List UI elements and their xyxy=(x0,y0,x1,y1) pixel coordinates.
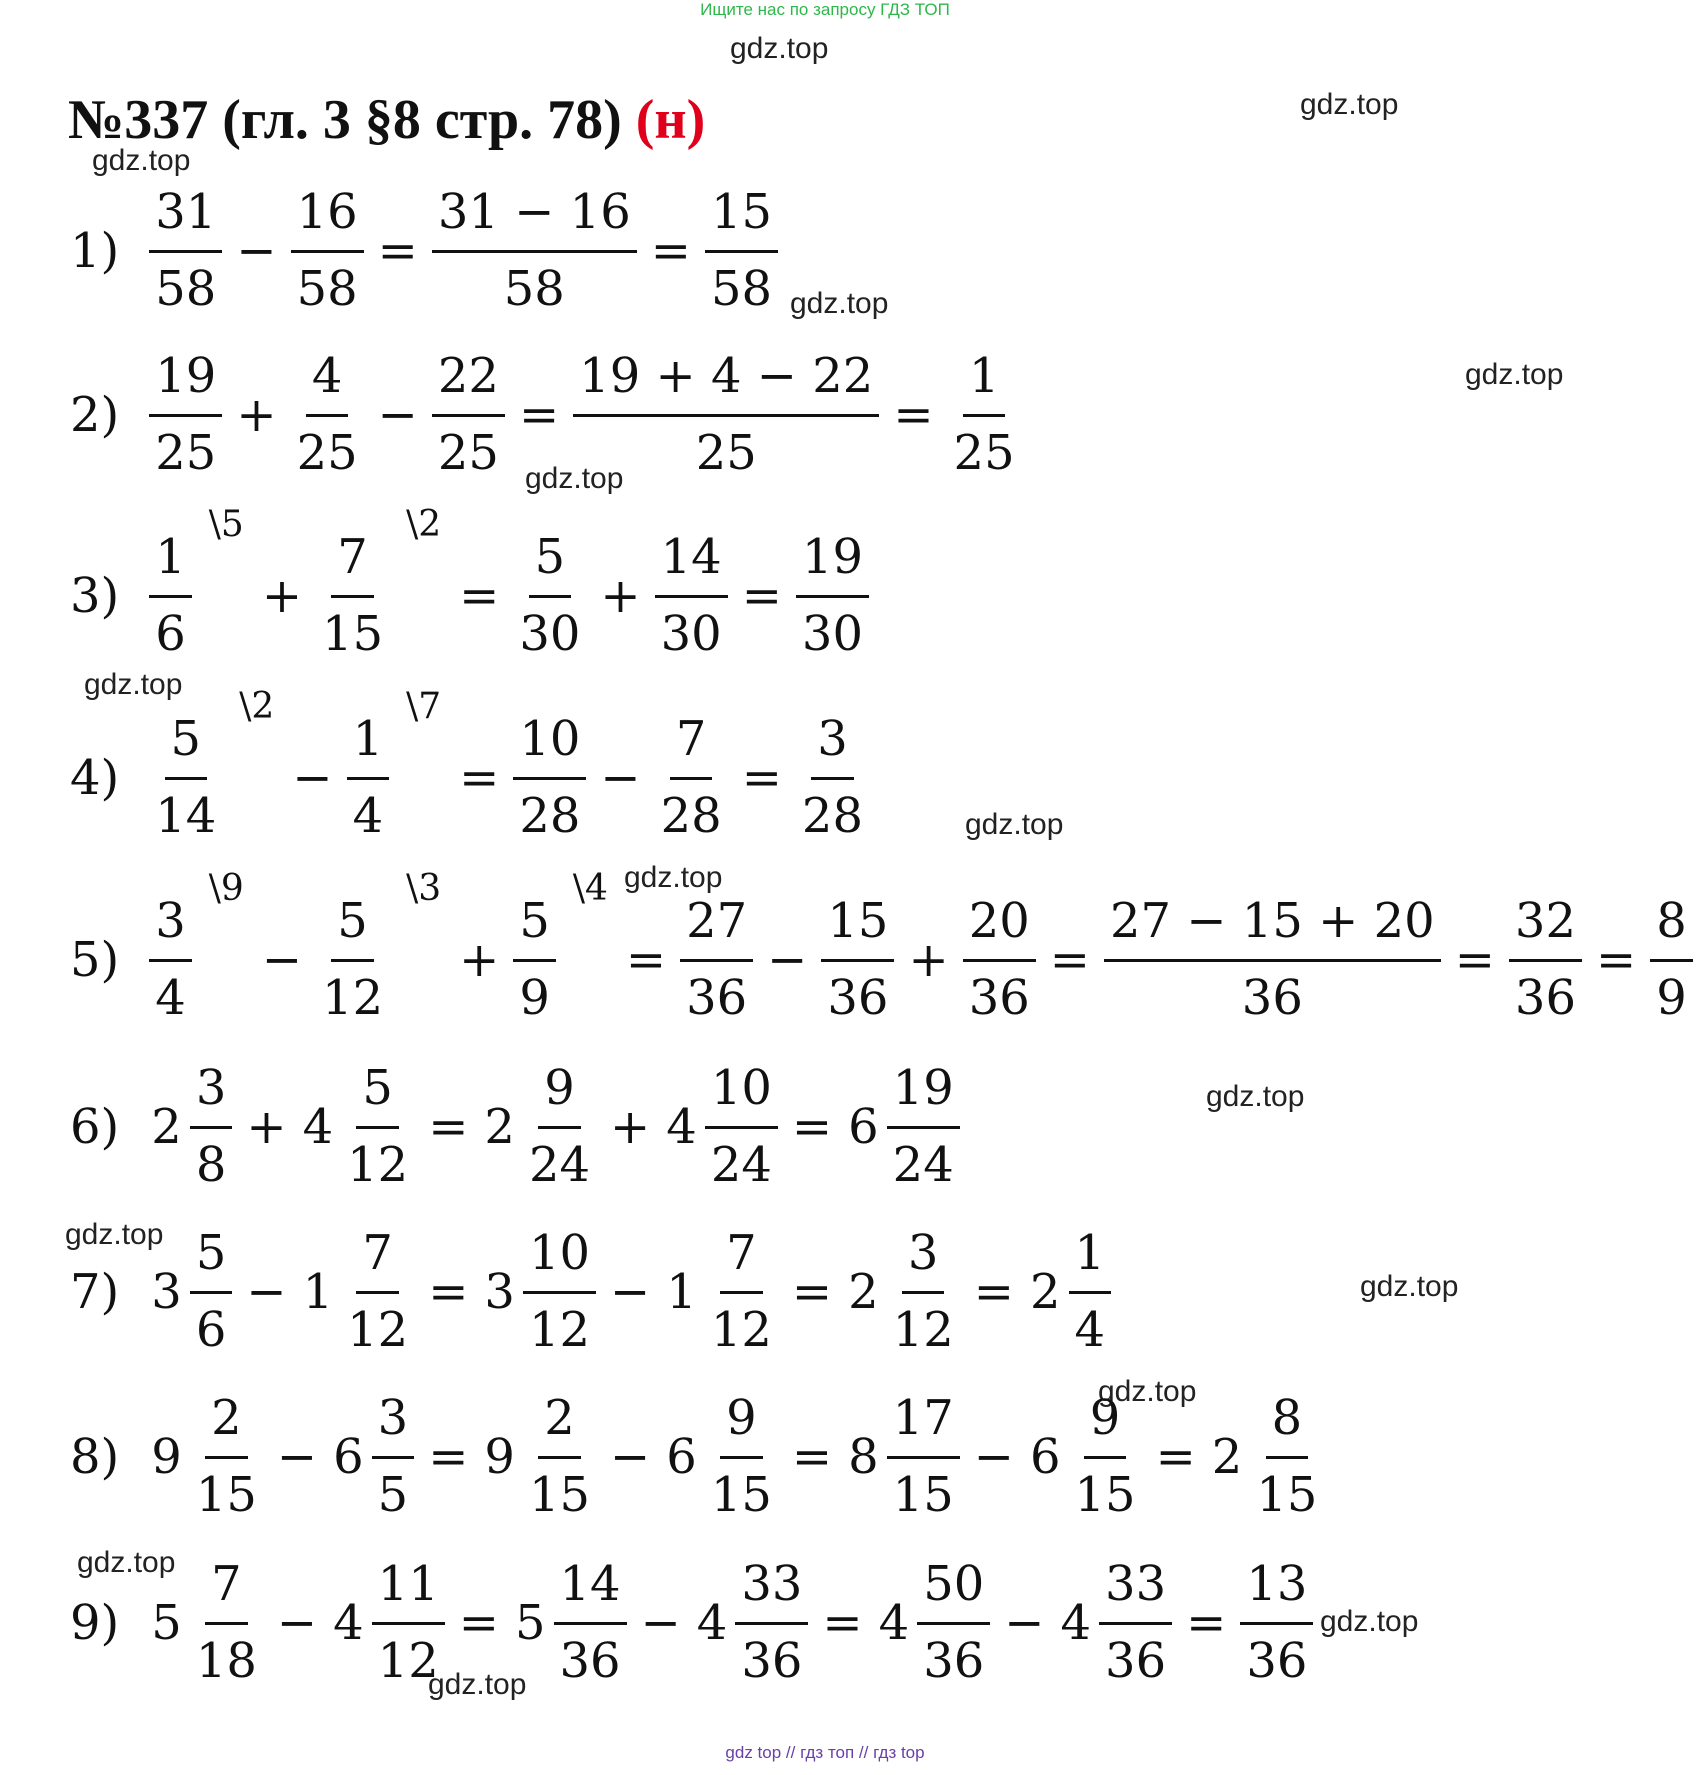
denominator: 30 xyxy=(519,606,581,662)
operator: − xyxy=(610,1263,651,1320)
fraction xyxy=(341,1060,414,1193)
operator: − xyxy=(236,222,277,279)
denominator: 36 xyxy=(923,1633,985,1689)
operator: − xyxy=(600,749,641,806)
whole-part: 4 xyxy=(333,1594,364,1651)
numerator: 14 xyxy=(554,1560,627,1625)
numerator: 2 xyxy=(205,1394,248,1459)
operator: − xyxy=(973,1428,1014,1485)
operator: + xyxy=(908,931,949,988)
whole-part: 5 xyxy=(514,1594,546,1651)
denominator: 12 xyxy=(377,1633,439,1689)
equals-sign: = xyxy=(973,1263,1014,1320)
result-fraction xyxy=(948,348,1021,481)
exercise-number: 9) xyxy=(70,1594,120,1651)
numerator: 3 xyxy=(372,1394,415,1459)
denominator: 12 xyxy=(322,970,384,1026)
fraction xyxy=(190,1556,263,1689)
fraction xyxy=(1099,1556,1172,1689)
numerator: 9 xyxy=(1084,1394,1127,1459)
equals-sign: = xyxy=(428,1263,469,1320)
denominator: 36 xyxy=(1105,1633,1167,1689)
extra-multiplier: \2 xyxy=(406,504,442,545)
fraction xyxy=(554,1556,627,1689)
fraction xyxy=(705,1060,778,1193)
watermark: gdz.top xyxy=(1360,1270,1459,1303)
whole-part: 6 xyxy=(848,1098,879,1155)
denominator: 30 xyxy=(801,606,863,662)
operator: − xyxy=(276,1594,318,1651)
fraction xyxy=(432,348,505,481)
denominator: 15 xyxy=(892,1467,954,1523)
numerator: 22 xyxy=(432,352,505,417)
operator: − xyxy=(1004,1594,1045,1651)
denominator: 15 xyxy=(322,606,384,662)
numerator: 27 − 15 + 20 xyxy=(1104,897,1441,962)
fraction xyxy=(1104,893,1441,1026)
result-fraction xyxy=(1240,1556,1313,1689)
exercise-1 xyxy=(70,184,782,317)
denominator: 5 xyxy=(377,1467,409,1523)
equals-sign: = xyxy=(791,1098,833,1155)
watermark: gdz.top xyxy=(65,1218,164,1251)
numerator: 1 xyxy=(149,533,192,598)
fraction xyxy=(655,529,728,662)
fraction xyxy=(190,1390,263,1523)
operator: − xyxy=(377,386,418,443)
numerator: 19 xyxy=(796,533,869,598)
numerator: 7 xyxy=(205,1560,248,1625)
whole-part: 9 xyxy=(484,1428,515,1485)
watermark: gdz.top xyxy=(965,808,1064,841)
numerator: 20 xyxy=(963,897,1036,962)
denominator: 4 xyxy=(155,970,186,1026)
result-fraction xyxy=(705,184,778,317)
exercise-9 xyxy=(70,1556,1317,1689)
watermark: gdz.top xyxy=(1320,1605,1419,1638)
denominator: 25 xyxy=(155,425,217,481)
numerator: 3 xyxy=(902,1229,945,1294)
watermark: gdz.top xyxy=(92,144,191,177)
operator: − xyxy=(246,1263,287,1320)
whole-part: 3 xyxy=(151,1263,182,1320)
footer: gdz top // гдз топ // гдз top xyxy=(725,1743,925,1762)
equals-sign: = xyxy=(791,1428,833,1485)
numerator: 16 xyxy=(291,188,364,253)
exercise-7 xyxy=(70,1225,1115,1358)
denominator: 36 xyxy=(968,970,1030,1026)
denominator: 58 xyxy=(296,261,358,317)
whole-part: 2 xyxy=(484,1098,515,1155)
numerator: 3 xyxy=(811,715,854,780)
numerator: 5 xyxy=(529,533,572,598)
denominator: 25 xyxy=(953,425,1015,481)
extra-multiplier: \3 xyxy=(406,868,442,909)
result-fraction xyxy=(887,1060,960,1193)
title-text: №337 (гл. 3 §8 стр. 78) xyxy=(68,89,622,151)
watermark: gdz.top xyxy=(1465,358,1564,391)
watermark: gdz.top xyxy=(624,861,723,894)
fraction xyxy=(735,1556,808,1689)
whole-part: 4 xyxy=(1060,1594,1092,1651)
exercise-number: 8) xyxy=(70,1428,120,1485)
denominator: 12 xyxy=(710,1302,772,1358)
equals-sign: = xyxy=(822,1594,863,1651)
denominator: 14 xyxy=(155,788,217,844)
numerator: 15 xyxy=(821,897,894,962)
fraction xyxy=(513,711,586,844)
fraction xyxy=(963,893,1036,1026)
fraction xyxy=(705,1390,778,1523)
denominator: 28 xyxy=(801,788,863,844)
equals-sign: = xyxy=(1186,1594,1227,1651)
fraction xyxy=(149,348,222,481)
whole-part: 3 xyxy=(484,1263,515,1320)
fraction xyxy=(887,1225,960,1358)
result-fraction xyxy=(1250,1390,1323,1523)
fraction xyxy=(523,1060,596,1193)
numerator: 19 xyxy=(887,1064,960,1129)
numerator: 32 xyxy=(1509,897,1582,962)
denominator: 4 xyxy=(352,788,384,844)
numerator: 5 xyxy=(190,1229,233,1294)
result-fraction xyxy=(796,529,869,662)
denominator: 4 xyxy=(1074,1302,1106,1358)
whole-part: 2 xyxy=(151,1098,182,1155)
whole-part: 4 xyxy=(302,1098,334,1155)
fraction xyxy=(513,529,586,662)
denominator: 15 xyxy=(528,1467,591,1523)
fraction xyxy=(190,1060,233,1193)
watermark: gdz.top xyxy=(525,462,624,495)
whole-part: 8 xyxy=(848,1428,879,1485)
equals-sign: = xyxy=(518,386,560,443)
denominator: 15 xyxy=(195,1467,257,1523)
denominator: 12 xyxy=(347,1137,409,1193)
equals-sign: = xyxy=(741,567,782,624)
numerator: 31 xyxy=(149,188,222,253)
exercise-number: 7) xyxy=(70,1263,120,1320)
numerator: 5 xyxy=(165,715,208,780)
watermark: gdz.top xyxy=(730,32,829,65)
denominator: 12 xyxy=(347,1302,409,1358)
denominator: 9 xyxy=(519,970,550,1026)
numerator: 33 xyxy=(735,1560,808,1625)
exercise-number: 4) xyxy=(70,749,120,806)
fraction xyxy=(149,504,244,662)
numerator: 14 xyxy=(655,533,728,598)
fraction xyxy=(316,868,442,1026)
fraction xyxy=(887,1390,960,1523)
top-banner: Ищите нас по запросу ГДЗ ТОП xyxy=(700,0,950,19)
extra-multiplier: \7 xyxy=(406,686,442,727)
denominator: 36 xyxy=(1246,1633,1308,1689)
fraction xyxy=(917,1556,990,1689)
exercise-number: 6) xyxy=(70,1098,120,1155)
fraction xyxy=(821,893,894,1026)
equals-sign: = xyxy=(459,749,500,806)
numerator: 33 xyxy=(1099,1560,1172,1625)
whole-part: 1 xyxy=(302,1263,334,1320)
denominator: 24 xyxy=(710,1137,772,1193)
numerator: 10 xyxy=(513,715,586,780)
fraction xyxy=(347,686,442,844)
equals-sign: = xyxy=(458,1594,499,1651)
denominator: 58 xyxy=(155,261,217,317)
equals-sign: = xyxy=(625,931,667,988)
extra-multiplier: \4 xyxy=(572,868,608,909)
page-title xyxy=(68,88,705,152)
equals-sign: = xyxy=(1595,931,1637,988)
fraction xyxy=(190,1225,233,1358)
numerator: 19 xyxy=(149,352,222,417)
fraction xyxy=(1069,1390,1142,1523)
fraction xyxy=(372,1556,445,1689)
watermark: gdz.top xyxy=(1098,1375,1197,1408)
extra-multiplier: \5 xyxy=(208,504,244,545)
numerator: 19 + 4 − 22 xyxy=(573,352,879,417)
fraction xyxy=(1509,893,1582,1026)
numerator: 15 xyxy=(705,188,778,253)
denominator: 36 xyxy=(686,970,748,1026)
numerator: 5 xyxy=(331,897,374,962)
operator: + xyxy=(246,1098,287,1155)
numerator: 3 xyxy=(190,1064,233,1129)
fraction xyxy=(291,184,364,317)
fraction xyxy=(705,1225,778,1358)
numerator: 5 xyxy=(356,1064,399,1129)
fraction xyxy=(291,348,364,481)
denominator: 36 xyxy=(559,1633,621,1689)
title-tag: (н) xyxy=(635,89,706,151)
fraction xyxy=(149,868,244,1026)
operator: + xyxy=(610,1098,651,1155)
watermark: gdz.top xyxy=(428,1668,527,1701)
numerator: 7 xyxy=(356,1229,399,1294)
denominator: 36 xyxy=(827,970,889,1026)
denominator: 25 xyxy=(296,425,358,481)
watermark: gdz.top xyxy=(84,668,183,701)
denominator: 36 xyxy=(741,1633,803,1689)
numerator: 17 xyxy=(887,1394,960,1459)
fraction xyxy=(432,184,637,317)
operator: − xyxy=(292,749,333,806)
numerator: 7 xyxy=(720,1229,763,1294)
numerator: 8 xyxy=(1650,897,1693,962)
operator: − xyxy=(640,1594,681,1651)
fraction xyxy=(149,184,222,317)
whole-part: 4 xyxy=(696,1594,728,1651)
whole-part: 9 xyxy=(151,1428,182,1485)
denominator: 25 xyxy=(695,425,757,481)
denominator: 30 xyxy=(660,606,722,662)
equals-sign: = xyxy=(741,749,782,806)
numerator: 5 xyxy=(513,897,556,962)
denominator: 8 xyxy=(195,1137,227,1193)
denominator: 6 xyxy=(195,1302,227,1358)
operator: + xyxy=(236,386,277,443)
operator: − xyxy=(767,931,808,988)
fraction xyxy=(680,893,753,1026)
fraction xyxy=(513,868,608,1026)
operator: − xyxy=(261,931,303,988)
denominator: 12 xyxy=(892,1302,954,1358)
numerator: 3 xyxy=(149,897,192,962)
numerator: 11 xyxy=(372,1560,445,1625)
equals-sign: = xyxy=(1155,1428,1196,1485)
whole-part: 2 xyxy=(848,1263,879,1320)
fraction xyxy=(372,1390,415,1523)
numerator: 31 − 16 xyxy=(432,188,637,253)
whole-part: 2 xyxy=(1211,1428,1243,1485)
denominator: 58 xyxy=(503,261,565,317)
watermark: gdz.top xyxy=(1300,88,1399,121)
denominator: 15 xyxy=(1074,1467,1136,1523)
fraction xyxy=(341,1225,414,1358)
exercise-4 xyxy=(70,686,873,844)
exercise-number: 3) xyxy=(70,567,120,624)
operator: + xyxy=(459,931,500,988)
fraction xyxy=(316,504,442,662)
fraction xyxy=(149,686,275,844)
watermark: gdz.top xyxy=(790,287,889,320)
exercise-number: 1) xyxy=(70,222,120,279)
fraction xyxy=(655,711,728,844)
equals-sign: = xyxy=(428,1428,469,1485)
operator: − xyxy=(610,1428,651,1485)
equals-sign: = xyxy=(791,1263,833,1320)
equals-sign: = xyxy=(1454,931,1495,988)
equals-sign: = xyxy=(1049,931,1090,988)
denominator: 28 xyxy=(660,788,722,844)
numerator: 7 xyxy=(331,533,374,598)
denominator: 24 xyxy=(892,1137,954,1193)
whole-part: 4 xyxy=(878,1594,910,1651)
numerator: 1 xyxy=(347,715,390,780)
equals-sign: = xyxy=(893,386,934,443)
fraction xyxy=(523,1225,596,1358)
watermark: gdz.top xyxy=(77,1546,176,1579)
whole-part: 1 xyxy=(666,1263,697,1320)
whole-part: 4 xyxy=(666,1098,697,1155)
fraction xyxy=(573,348,879,481)
denominator: 18 xyxy=(195,1633,257,1689)
exercise-6 xyxy=(70,1060,964,1193)
extra-multiplier: \2 xyxy=(239,686,275,727)
numerator: 1 xyxy=(1069,1229,1112,1294)
fraction xyxy=(523,1390,596,1523)
equals-sign: = xyxy=(459,567,500,624)
numerator: 2 xyxy=(538,1394,581,1459)
numerator: 1 xyxy=(963,352,1006,417)
denominator: 9 xyxy=(1656,970,1687,1026)
denominator: 6 xyxy=(155,606,186,662)
exercise-number: 5) xyxy=(70,931,120,988)
operator: + xyxy=(600,567,641,624)
equals-sign: = xyxy=(650,222,691,279)
denominator: 12 xyxy=(528,1302,591,1358)
result-fraction xyxy=(1650,893,1693,1026)
numerator: 27 xyxy=(680,897,753,962)
exercise-number: 2) xyxy=(70,386,120,443)
exercise-3 xyxy=(70,504,873,662)
numerator: 13 xyxy=(1240,1560,1313,1625)
whole-part: 6 xyxy=(1029,1428,1061,1485)
denominator: 36 xyxy=(1241,970,1303,1026)
whole-part: 2 xyxy=(1029,1263,1061,1320)
extra-multiplier: \9 xyxy=(208,868,244,909)
watermark: gdz.top xyxy=(1206,1080,1305,1113)
numerator: 9 xyxy=(538,1064,581,1129)
numerator: 10 xyxy=(705,1064,778,1129)
equals-sign: = xyxy=(428,1098,469,1155)
numerator: 4 xyxy=(306,352,349,417)
equals-sign: = xyxy=(377,222,418,279)
denominator: 28 xyxy=(519,788,581,844)
whole-part: 6 xyxy=(666,1428,697,1485)
operator: − xyxy=(276,1428,318,1485)
numerator: 8 xyxy=(1266,1394,1309,1459)
denominator: 36 xyxy=(1514,970,1576,1026)
operator: + xyxy=(261,567,303,624)
result-fraction xyxy=(1069,1225,1112,1358)
result-fraction xyxy=(796,711,869,844)
denominator: 15 xyxy=(710,1467,772,1523)
denominator: 25 xyxy=(437,425,499,481)
numerator: 9 xyxy=(720,1394,763,1459)
whole-part: 6 xyxy=(333,1428,364,1485)
denominator: 24 xyxy=(528,1137,591,1193)
numerator: 50 xyxy=(917,1560,990,1625)
numerator: 7 xyxy=(670,715,713,780)
denominator: 15 xyxy=(1256,1467,1318,1523)
denominator: 58 xyxy=(710,261,773,317)
numerator: 10 xyxy=(523,1229,596,1294)
whole-part: 5 xyxy=(151,1594,182,1651)
